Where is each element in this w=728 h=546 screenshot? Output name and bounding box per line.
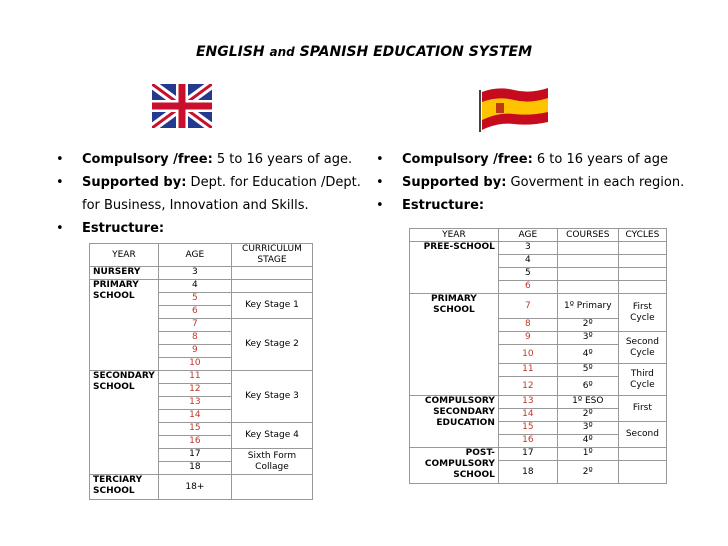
age-cell: 16 bbox=[498, 435, 557, 448]
header-age: AGE bbox=[498, 229, 557, 242]
age-cell: 9 bbox=[158, 345, 231, 358]
header-age: AGE bbox=[158, 244, 231, 267]
course-cell bbox=[557, 281, 618, 294]
course-cell bbox=[557, 255, 618, 268]
age-cell: 7 bbox=[498, 294, 557, 319]
curriculum-cell bbox=[231, 280, 312, 293]
stage-nursery: NURSERY bbox=[90, 267, 159, 280]
cycle-cell bbox=[618, 281, 666, 294]
course-cell: 2º bbox=[557, 319, 618, 332]
cycle-cell bbox=[618, 268, 666, 281]
spain-bullet-supported bbox=[372, 171, 712, 194]
age-cell: 9 bbox=[498, 332, 557, 345]
course-cell: 3º bbox=[557, 332, 618, 345]
curriculum-sixth-form: Sixth Form Collage bbox=[231, 449, 312, 475]
age-cell: 10 bbox=[498, 345, 557, 364]
age-cell: 5 bbox=[498, 268, 557, 281]
curriculum-ks2: Key Stage 2 bbox=[231, 319, 312, 371]
curriculum-ks3: Key Stage 3 bbox=[231, 371, 312, 423]
stage-primary: PRIMARY SCHOOL bbox=[90, 280, 159, 371]
age-cell: 14 bbox=[498, 409, 557, 422]
header-courses: COURSES bbox=[557, 229, 618, 242]
age-cell: 18 bbox=[158, 462, 231, 475]
age-cell: 17 bbox=[158, 449, 231, 462]
bullet-label: Compulsory /free: bbox=[402, 152, 533, 167]
course-cell: 1º Primary bbox=[557, 294, 618, 319]
title-and: and bbox=[269, 45, 295, 59]
bullet-icon: • bbox=[56, 175, 64, 190]
spain-bullet-structure bbox=[372, 194, 712, 217]
title-rest: SPANISH EDUCATION SYSTEM bbox=[299, 44, 533, 60]
bullet-text: Dept. for Education /Dept. for Business, Innovation and Skills. bbox=[82, 175, 361, 213]
cycle-cell bbox=[618, 255, 666, 268]
stage-terciary: TERCIARY SCHOOL bbox=[90, 475, 159, 500]
age-cell: 15 bbox=[158, 423, 231, 436]
bullet-icon: • bbox=[376, 198, 384, 213]
stage-post-compulsory: POST-COMPULSORY SCHOOL bbox=[410, 448, 499, 484]
course-cell: 3º bbox=[557, 422, 618, 435]
england-table bbox=[89, 243, 313, 500]
age-cell: 4 bbox=[498, 255, 557, 268]
spain-info bbox=[372, 148, 712, 217]
england-bullet-compulsory bbox=[52, 148, 372, 171]
bullet-text: 5 to 16 years of age. bbox=[212, 152, 353, 167]
course-cell bbox=[557, 242, 618, 255]
bullet-label: Compulsory /free: bbox=[82, 152, 213, 167]
england-info bbox=[52, 148, 372, 240]
bullet-icon: • bbox=[376, 152, 384, 167]
curriculum-cell bbox=[231, 475, 312, 500]
age-cell: 12 bbox=[158, 384, 231, 397]
course-cell: 5º bbox=[557, 364, 618, 377]
bullet-label: Supported by: bbox=[402, 175, 507, 190]
cycle-cell bbox=[618, 242, 666, 255]
course-cell: 2º bbox=[557, 409, 618, 422]
course-cell: 2º bbox=[557, 461, 618, 484]
curriculum-ks1: Key Stage 1 bbox=[231, 293, 312, 319]
header-cycles: CYCLES bbox=[618, 229, 666, 242]
curriculum-cell bbox=[231, 267, 312, 280]
age-cell: 6 bbox=[158, 306, 231, 319]
header-year: YEAR bbox=[90, 244, 159, 267]
age-cell: 6 bbox=[498, 281, 557, 294]
course-cell: 4º bbox=[557, 435, 618, 448]
page-title bbox=[0, 44, 728, 60]
curriculum-ks4: Key Stage 4 bbox=[231, 423, 312, 449]
course-cell bbox=[557, 268, 618, 281]
age-cell: 15 bbox=[498, 422, 557, 435]
age-cell: 7 bbox=[158, 319, 231, 332]
england-bullet-structure bbox=[52, 217, 372, 240]
age-cell: 14 bbox=[158, 410, 231, 423]
age-cell: 3 bbox=[158, 267, 231, 280]
age-cell: 17 bbox=[498, 448, 557, 461]
course-cell: 6º bbox=[557, 377, 618, 396]
age-cell: 12 bbox=[498, 377, 557, 396]
cycle-eso-first: First bbox=[618, 396, 666, 422]
cycle-second: Second Cycle bbox=[618, 332, 666, 364]
title-english: ENGLISH bbox=[195, 44, 265, 60]
bullet-label: Supported by: bbox=[82, 175, 187, 190]
age-cell: 5 bbox=[158, 293, 231, 306]
stage-primary: PRIMARY SCHOOL bbox=[410, 294, 499, 396]
bullet-label: Estructure: bbox=[402, 198, 485, 213]
bullet-text: 6 to 16 years of age bbox=[532, 152, 668, 167]
cycle-cell bbox=[618, 461, 666, 484]
stage-compulsory-secondary: COMPULSORY SECONDARY EDUCATION bbox=[410, 396, 499, 448]
age-cell: 13 bbox=[498, 396, 557, 409]
course-cell: 1º bbox=[557, 448, 618, 461]
header-year: YEAR bbox=[410, 229, 499, 242]
course-cell: 1º ESO bbox=[557, 396, 618, 409]
bullet-text: Goverment in each region. bbox=[506, 175, 685, 190]
age-cell: 16 bbox=[158, 436, 231, 449]
age-cell: 8 bbox=[498, 319, 557, 332]
stage-preschool: PREE-SCHOOL bbox=[410, 242, 499, 294]
age-cell: 18 bbox=[498, 461, 557, 484]
stage-secondary: SECONDARY SCHOOL bbox=[90, 371, 159, 475]
age-cell: 3 bbox=[498, 242, 557, 255]
cycle-eso-second: Second bbox=[618, 422, 666, 448]
age-cell: 10 bbox=[158, 358, 231, 371]
header-curriculum: CURRICULUM STAGE bbox=[231, 244, 312, 267]
cycle-cell bbox=[618, 448, 666, 461]
bullet-icon: • bbox=[56, 152, 64, 167]
uk-flag-icon bbox=[152, 84, 212, 128]
england-bullet-supported bbox=[52, 171, 372, 217]
age-cell: 18+ bbox=[158, 475, 231, 500]
spain-bullet-compulsory bbox=[372, 148, 712, 171]
age-cell: 4 bbox=[158, 280, 231, 293]
bullet-icon: • bbox=[376, 175, 384, 190]
age-cell: 11 bbox=[498, 364, 557, 377]
spain-table bbox=[409, 228, 667, 484]
cycle-first: First Cycle bbox=[618, 294, 666, 332]
cycle-third: Third Cycle bbox=[618, 364, 666, 396]
bullet-icon: • bbox=[56, 221, 64, 236]
age-cell: 13 bbox=[158, 397, 231, 410]
age-cell: 8 bbox=[158, 332, 231, 345]
spain-flag-icon bbox=[478, 86, 550, 132]
age-cell: 11 bbox=[158, 371, 231, 384]
bullet-label: Estructure: bbox=[82, 221, 165, 236]
course-cell: 4º bbox=[557, 345, 618, 364]
